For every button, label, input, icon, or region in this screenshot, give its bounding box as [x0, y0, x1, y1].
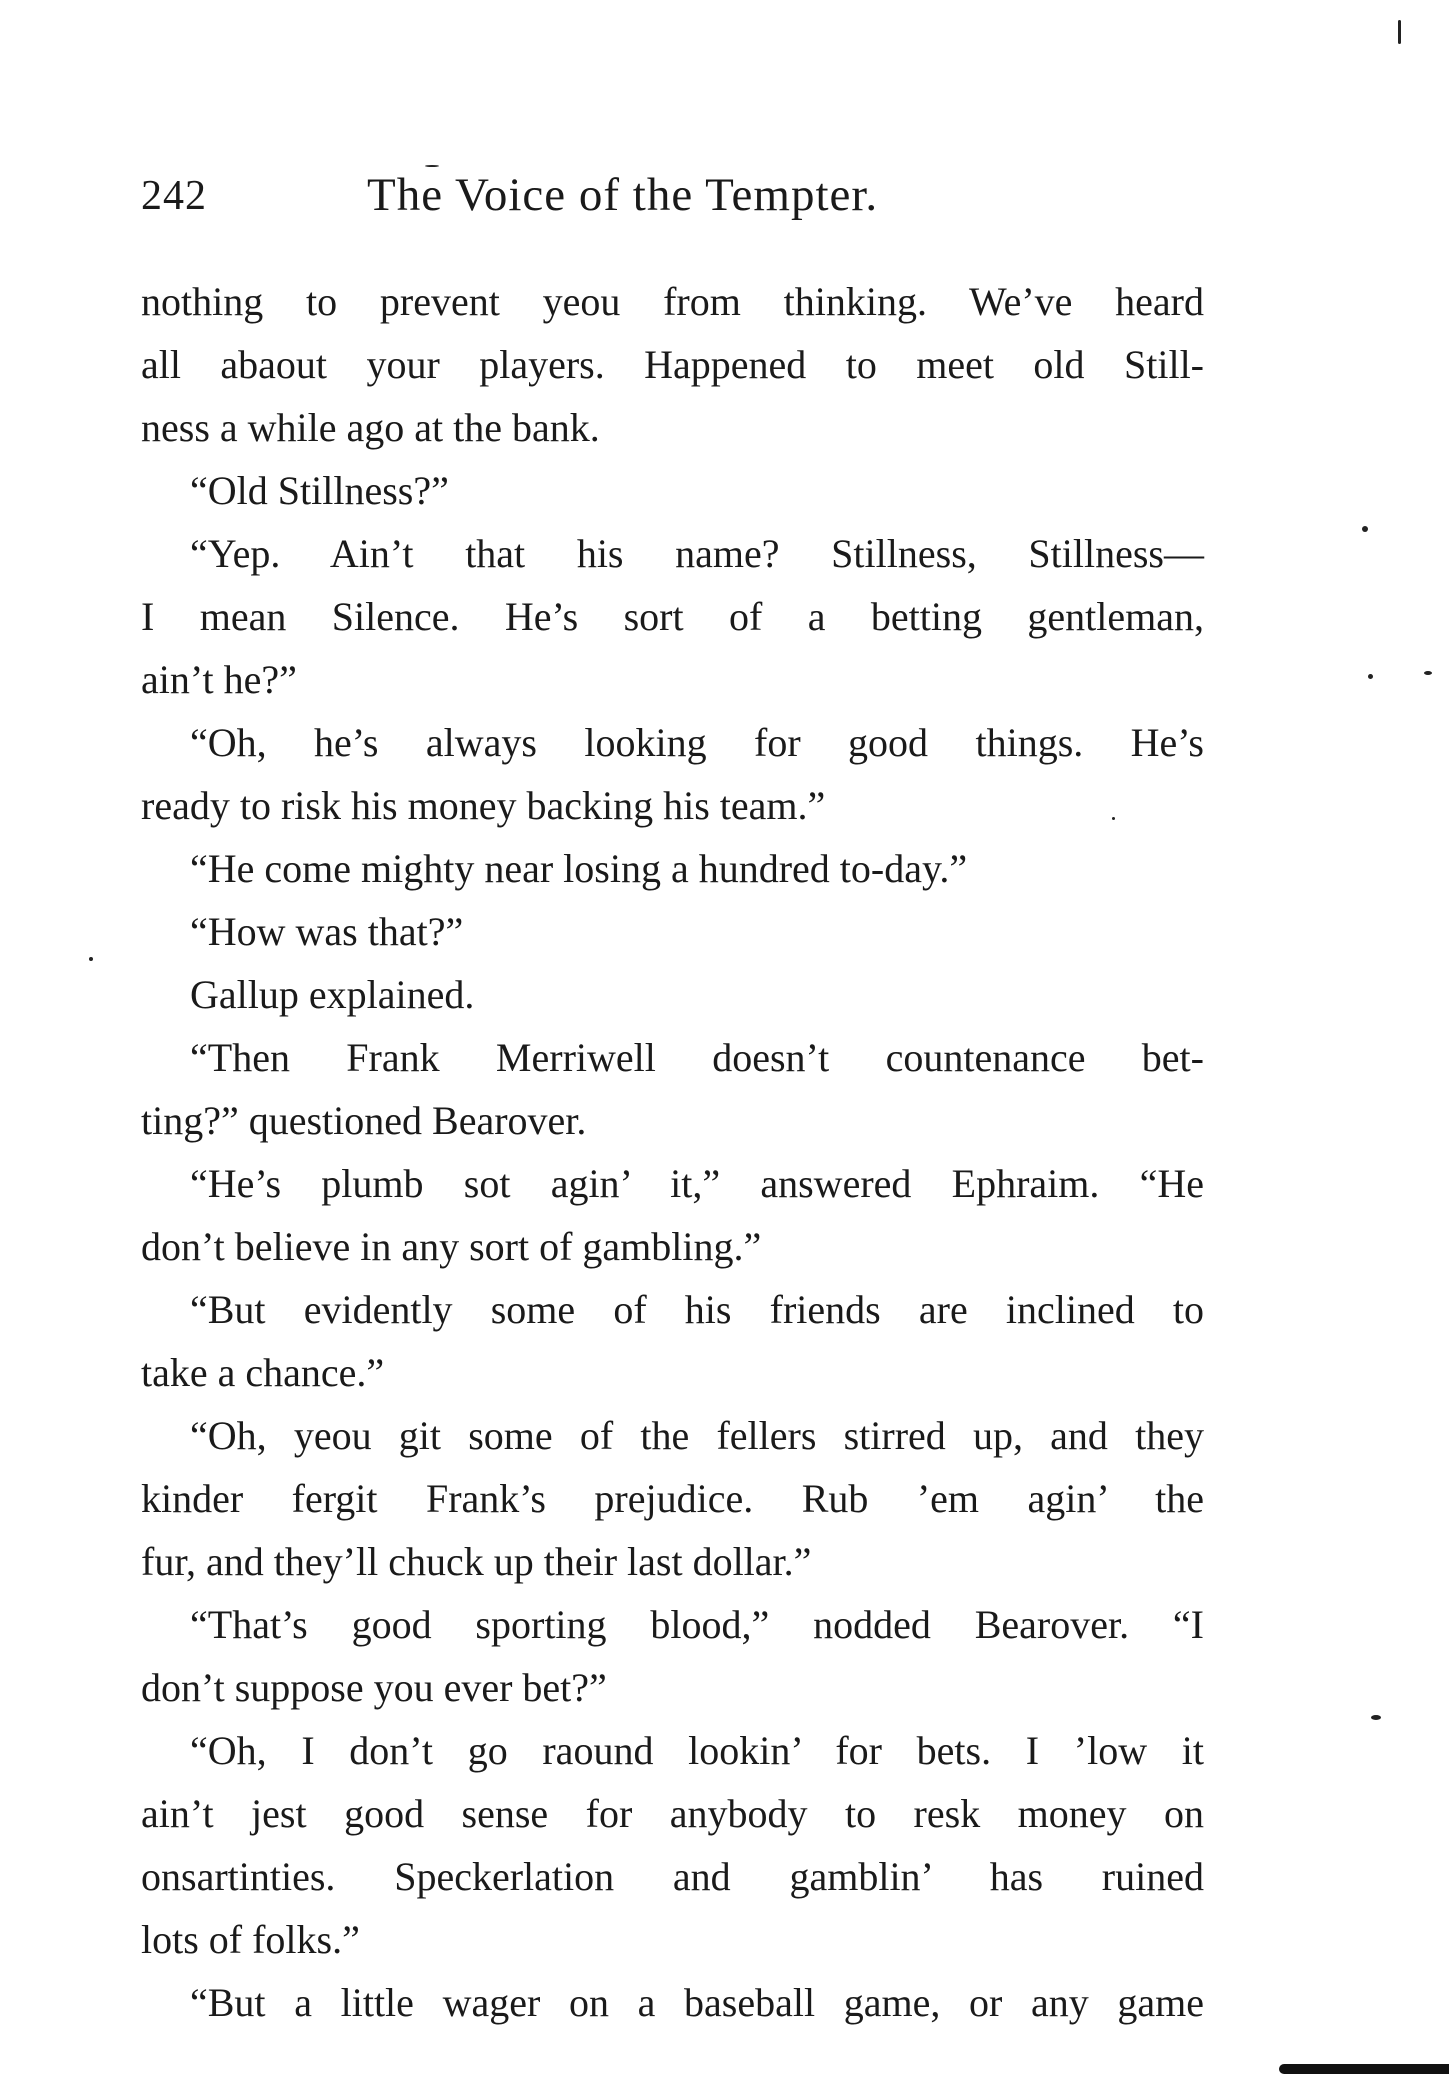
text-line: ain’t he?” — [141, 657, 297, 702]
text-line: “Oh, yeou git some of the fellers stirred up, and they — [190, 1413, 1204, 1458]
scan-speck — [1112, 817, 1115, 820]
text-line: “Oh, he’s always looking for good things. He’s — [190, 720, 1204, 765]
text-line: “Then Frank Merriwell doesn’t countenance bet- — [190, 1035, 1204, 1080]
text-line: take a chance.” — [141, 1350, 385, 1395]
text-line: lots of folks.” — [141, 1917, 360, 1962]
text-line: ness a while ago at the bank. — [141, 405, 600, 450]
text-line: I mean Silence. He’s sort of a betting gentleman, — [141, 594, 1204, 639]
edge-mark — [1279, 2064, 1449, 2074]
text-line: “But a little wager on a baseball game, or any game — [190, 1980, 1204, 2025]
text-line: “He come mighty near losing a hundred to-day.” — [190, 846, 968, 891]
scan-speck — [425, 165, 439, 167]
text-line: ready to risk his money backing his team.” — [141, 783, 826, 828]
text-line: nothing to prevent yeou from thinking. We’ve heard — [141, 279, 1204, 324]
text-line: “Old Stillness?” — [190, 468, 449, 513]
text-line: “Yep. Ain’t that his name? Stillness, Stillness— — [190, 531, 1204, 576]
scan-speck — [1368, 674, 1373, 679]
text-line: “But evidently some of his friends are inclined to — [190, 1287, 1204, 1332]
scan-speck — [1362, 526, 1368, 532]
text-line: “That’s good sporting blood,” nodded Bearover. “I — [190, 1602, 1204, 1647]
text-line: kinder fergit Frank’s prejudice. Rub ’em agin’ the — [141, 1476, 1204, 1521]
scan-speck — [1371, 1715, 1381, 1720]
page-header — [141, 169, 1221, 232]
text-line: don’t suppose you ever bet?” — [141, 1665, 607, 1710]
body-text — [141, 270, 1204, 2034]
text-line: ting?” questioned Bearover. — [141, 1098, 587, 1143]
text-line: “Oh, I don’t go raound lookin’ for bets. I ’low it — [190, 1728, 1204, 1773]
text-line: all abaout your players. Happened to meet old Still- — [141, 342, 1204, 387]
scan-speck — [89, 957, 93, 961]
scan-speck — [1398, 20, 1401, 44]
text-line: Gallup explained. — [190, 972, 475, 1017]
text-line: onsartinties. Speckerlation and gamblin’ has ruined — [141, 1854, 1204, 1899]
text-line: don’t believe in any sort of gambling.” — [141, 1224, 762, 1269]
running-title: The Voice of the Tempter. — [367, 169, 879, 221]
scan-speck — [1424, 671, 1432, 675]
text-line: “How was that?” — [190, 909, 464, 954]
text-line: “He’s plumb sot agin’ it,” answered Ephraim. “He — [190, 1161, 1204, 1206]
text-line: ain’t jest good sense for anybody to resk money on — [141, 1791, 1204, 1836]
text-line: fur, and they’ll chuck up their last dollar.” — [141, 1539, 812, 1584]
page-number: 242 — [141, 173, 207, 219]
